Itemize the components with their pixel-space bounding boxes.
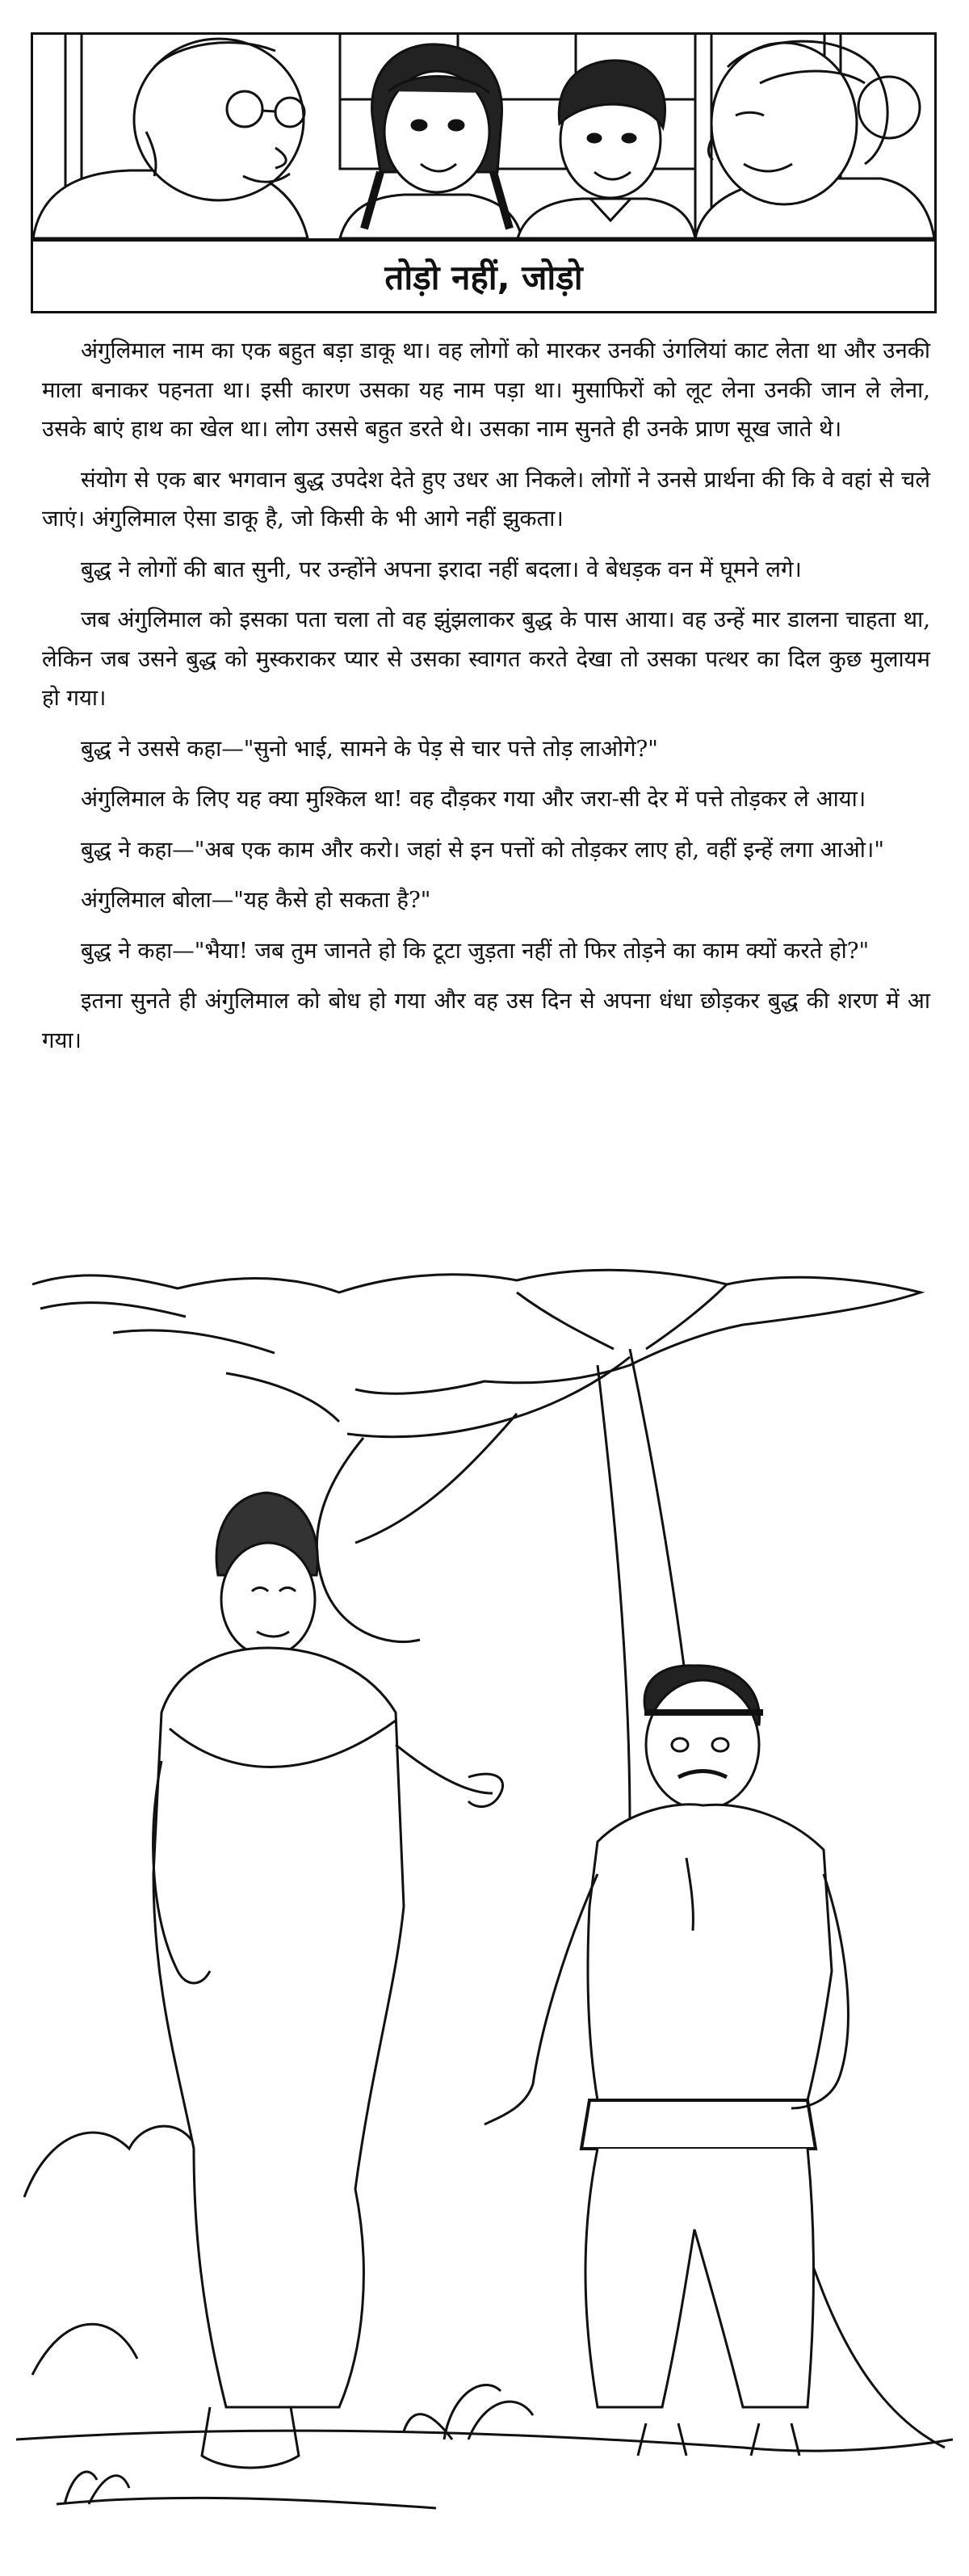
story-paragraph: इतना सुनते ही अंगुलिमाल को बोध हो गया और वह उस दिन से अपना धंधा छोड़कर बुद्ध की शरण में आ गया। bbox=[42, 988, 930, 1053]
angulimala-figure bbox=[484, 1666, 848, 2456]
story-paragraph: बुद्ध ने उससे कहा—"सुनो भाई, सामने के पेड़ से चार पत्ते तोड़ लाओगे?" bbox=[81, 735, 658, 762]
story-title: तोड़ो नहीं, जोड़ो bbox=[384, 257, 583, 297]
old-woman-figure bbox=[695, 41, 934, 238]
buddha-figure bbox=[153, 1493, 503, 2468]
header-illustration bbox=[31, 32, 937, 241]
story-paragraph: अंगुलिमाल बोला—"यह कैसे हो सकता है?" bbox=[81, 887, 431, 913]
story-paragraph: जब अंगुलिमाल को इसका पता चला तो वह झुंझलाकर बुद्ध के पास आया। वह उन्हें मार डालना चाहता था, लेकिन जब उसने बुद्ध को मुस्कराकर प्यार से उसका स्वागत करते देखा तो उसका पत्थर का दिल कुछ मुलायम हो गया। bbox=[42, 607, 930, 711]
title-box bbox=[31, 239, 937, 313]
boy-figure bbox=[518, 61, 695, 238]
story-paragraph: संयोग से एक बार भगवान बुद्ध उपदेश देते हुए उधर आ निकले। लोगों ने उनसे प्रार्थना की कि वे वहां से चले जाएं। अंगुलिमाल ऐसा डाकू है, जो किसी के भी आगे नहीं झुकता। bbox=[42, 466, 930, 532]
buddha-robe bbox=[153, 1648, 404, 2407]
girl-figure bbox=[340, 44, 522, 238]
story-paragraph: बुद्ध ने लोगों की बात सुनी, पर उन्होंने अपना इरादा नहीं बदला। वे बेधड़क वन में घूमने लगे। bbox=[81, 556, 802, 582]
story-paragraph: अंगुलिमाल नाम का एक बहुत बड़ा डाकू था। वह लोगों को मारकर उनकी उंगलियां काट लेता था और उनकी माला बनाकर पहनता था। इसी कारण उसका यह नाम पड़ा था। मुसाफिरों को लूट लेना उनकी जान ले लेना, उसके बाएं हाथ का खेल था। लोग उससे बहुत डरते थे। उसका नाम सुनते ही उनके प्राण सूख जाते थे। bbox=[42, 338, 930, 442]
buddha-angulimala-illustration bbox=[16, 1260, 953, 2569]
story-body bbox=[42, 331, 930, 1071]
family-drawing bbox=[33, 35, 934, 238]
old-man-figure bbox=[33, 39, 308, 238]
story-paragraph: बुद्ध ने कहा—"भैया! जब तुम जानते हो कि टूटा जुड़ता नहीं तो फिर तोड़ने का काम क्यों करते हो?" bbox=[81, 937, 870, 964]
tree-scene-drawing bbox=[16, 1260, 953, 2569]
angulimala-torso bbox=[588, 1805, 832, 2100]
story-paragraph: बुद्ध ने कहा—"अब एक काम और करो। जहां से इन पत्तों को तोड़कर लाए हो, वहीं इन्हें लगा आओ।" bbox=[81, 836, 884, 863]
story-paragraph: अंगुलिमाल के लिए यह क्या मुश्किल था! वह दौड़कर गया और जरा-सी देर में पत्ते तोड़कर ले आया। bbox=[81, 786, 866, 812]
